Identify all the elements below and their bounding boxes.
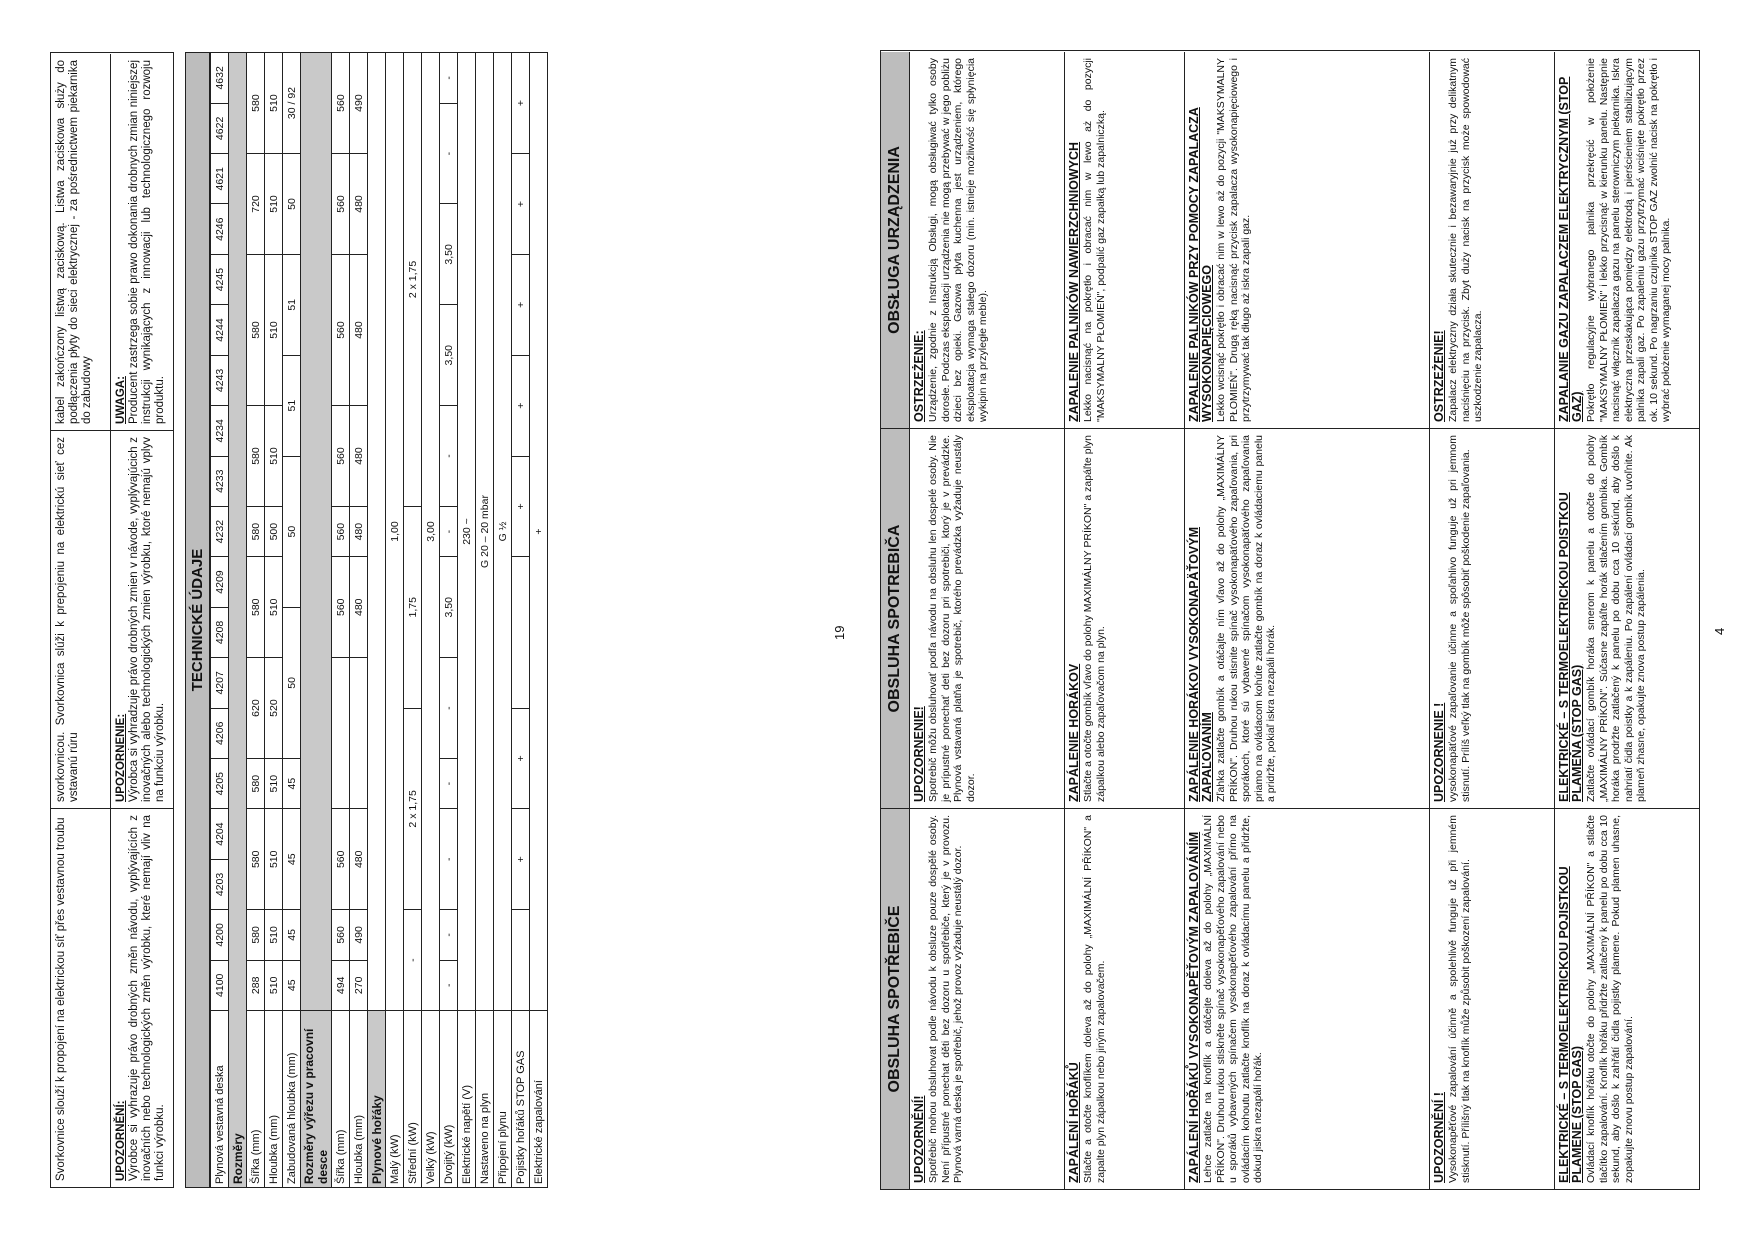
table-row — [211, 53, 229, 1188]
model-cell: 4209 — [211, 557, 229, 607]
cell: 560 — [332, 254, 350, 405]
cell: 560 — [332, 406, 350, 507]
cell: 580 — [247, 809, 265, 910]
intro-pl-note-title: UWAGA: — [115, 376, 127, 424]
intro-sk-note — [111, 431, 171, 808]
cell: 50 — [283, 154, 301, 255]
pl-h: ZAPALENIE PALNIKÓW PRZY POMOCY ZAPALACZA WYSOKONAPIĘCIOWEGO — [1187, 107, 1214, 422]
model-cell: 4200 — [211, 910, 229, 960]
cell: 490 — [350, 910, 368, 960]
cell: + — [530, 53, 548, 1011]
cell: 560 — [332, 557, 350, 658]
cell — [368, 53, 386, 1011]
cell: 480 — [350, 406, 368, 507]
col-sk-title: OBSLUHA SPOTREBIČA — [881, 429, 910, 808]
cell: + — [512, 456, 530, 557]
table-row — [368, 53, 386, 1188]
cell: 580 — [247, 53, 265, 154]
row-label: Hloubka (mm) — [265, 1011, 283, 1188]
cell: 620 — [247, 658, 265, 759]
cz-section — [1065, 809, 1185, 1189]
sk-h: UPOZORNENIE! — [912, 706, 926, 802]
row-label: Pojistky hořáků STOP GAS — [512, 1011, 530, 1188]
cell: - — [404, 910, 422, 1011]
table-row — [476, 53, 494, 1188]
cell: 2 x 1,75 — [404, 708, 422, 910]
sk-section — [1185, 429, 1430, 808]
model-cell: 4621 — [211, 154, 229, 204]
cell: 560 — [332, 506, 350, 556]
cz-t: Stlačte a otočte knoflíkem doleva až do polohy „MAXIMÁLNÍ PŘÍKON" a zapalte plyn zápalkou nebo jiným zapalovačem. — [1082, 815, 1107, 1183]
cz-section — [910, 809, 1065, 1189]
cell: 3,50 — [440, 204, 458, 305]
spec-table — [210, 52, 548, 1188]
model-cell: 4233 — [211, 456, 229, 506]
cell: 580 — [247, 758, 265, 808]
cell: 560 — [332, 53, 350, 154]
cell — [332, 658, 350, 809]
cell: 50 — [283, 456, 301, 607]
cell: 510 — [265, 557, 283, 658]
row-label: Dvojitý (kW) — [440, 1011, 458, 1188]
intro-pl-note-text: Producent zastrzega sobie prawo dokonania drobnych zmian niniejszej instrukcji wynikających z innowacji lub technologicznego rozwoju produktu. — [128, 60, 166, 424]
cell: 270 — [350, 960, 368, 1010]
cell: 580 — [247, 506, 265, 556]
cz-section — [1185, 809, 1430, 1189]
intro-pl-text: kabel zakończony listwą zaciskową. Listwa zaciskowa służy do podłączenia płyty do sieci elektrycznej - za pośrednictwem piekarnika do zabudowy — [51, 54, 111, 430]
pl-t: Lekko wcisnąć pokrętło i obracać nim w lewo aż do pozycji "MAKSYMALNY PŁOMIEŃ". Drugą ręką nacisnąć przycisk zapalacza wysokonapięciowego i przytrzymywać tak długo aż iskra zapali gaz. — [1215, 58, 1252, 422]
model-cell: 4205 — [211, 758, 229, 808]
table-row — [530, 53, 548, 1188]
sk-section — [910, 429, 1065, 808]
intro-sk-note-text: Výrobca si vyhradzuje právo drobných zmien v návode, vyplývajúcich z inovačných alebo technologických zmien výrobku, ktoré nemajú vplyv na funkciu výrobku. — [128, 437, 166, 802]
model-cell: 4207 — [211, 658, 229, 708]
row-label: Připojení plynu — [494, 1011, 512, 1188]
col-cz — [881, 809, 1699, 1189]
cell: 480 — [350, 809, 368, 910]
sk-section — [1430, 429, 1555, 808]
model-cell: 4100 — [211, 960, 229, 1010]
model-cell: 4234 — [211, 406, 229, 456]
cell: 560 — [332, 154, 350, 255]
cell: 510 — [265, 910, 283, 960]
cell: 230 ~ — [458, 53, 476, 1011]
pl-section — [1430, 52, 1555, 428]
cell: G ½ — [494, 53, 512, 1011]
table-row — [301, 53, 332, 1188]
cell: 1,00 — [386, 53, 404, 1011]
col-pl — [881, 52, 1699, 429]
cz-h: UPOZORNĚNÍ! — [912, 1095, 926, 1183]
cell: - — [440, 103, 458, 204]
row-label: Střední (kW) — [404, 1011, 422, 1188]
pl-section — [1065, 52, 1185, 428]
table-row — [332, 53, 350, 1188]
cell: 580 — [247, 254, 265, 405]
cz-t: Spotřebič mohou obsluhovat podle návodu k obsluze pouze dospělé osoby. Není přípustné ponechat děti bez dozoru u spotřebiče, který je v provozu. Plynová varná deska je spotřebič, jehož provoz vyžaduje neustálý dozor. — [927, 815, 964, 1183]
table-row — [494, 53, 512, 1188]
sk-t: Zatlačte ovládací gombík horáka smerom k panelu a otočte do polohy „MAXIMÁLNY PRÍKON". Súčasne zapáľte horák stlačením gombíka. Gombík horáka prodržte zatlačený k panelu po dobu cca 10 sekúnd, aby došlo k nahriatí čidla poistky a k zapáleniu. Po zapálení ovládací gombík uvoľnite. Ak plameň zhasne, opakujte znova postup zapálenia. — [1585, 435, 1647, 802]
cell: 50 — [283, 607, 301, 758]
pl-t: Urządzenie, zgodnie z Instrukcją Obsługi, mogą obsługiwać tylko osoby dorosłe. Podczas eksploatacji urządzenia nie mogą przebywać w jego pobliżu dzieci bez opieki. Gazowa płyta kuchenna jest urządzeniem, którego eksploatacja wymaga stałego dozoru (min. istnieje możliwość się spłynięcia wykipin na przyległe meble). — [927, 58, 989, 422]
cell: 45 — [283, 758, 301, 808]
cell: 1,75 — [404, 506, 422, 708]
cell: 2 x 1,75 — [404, 53, 422, 507]
pl-h: OSTRZEŻENIE: — [912, 330, 926, 422]
sk-section — [1555, 429, 1652, 808]
intro-pl-note — [111, 54, 171, 430]
model-cell: 4204 — [211, 809, 229, 859]
intro-block — [50, 52, 174, 1188]
spec-table-wrap — [185, 52, 548, 1188]
cell: 510 — [265, 809, 283, 910]
model-cell: 4203 — [211, 859, 229, 909]
cz-section — [1430, 809, 1555, 1189]
group-rozmery: Rozměry — [229, 53, 247, 1188]
sk-h: ZAPÁLENIE HORÁKOV — [1067, 663, 1081, 802]
group-horaky: Plynové hořáky — [368, 1011, 386, 1188]
cell: 480 — [350, 254, 368, 405]
cell: - — [440, 406, 458, 507]
sk-h: ELEKTRICKÉ – S TERMOELEKTRICKOU POISTKOU PLAMEŇA (STOP GAS) — [1557, 492, 1584, 802]
sk-t: Zľahka zatlačte gombík a otáčajte ním vľavo až do polohy „MAXIMÁLNY PRÍKON". Druhou rukou stisnite spínač vysokonapäťového zapaľovania, pri sporákoch, ktoré sú vybavené spínačom vysokonapäťového zapaľovania priamo na ovládacom kohúte zatlačte gombík na doraz k ovládaciemu panelu a pridržte, pokiaľ iskra nezapáli horák. — [1215, 435, 1277, 802]
cell: - — [440, 506, 458, 556]
cell: + — [512, 355, 530, 456]
pl-section — [1555, 52, 1677, 428]
pl-t: Pokrętło regulacyjne wybranego palnika przekręcić w położenie "MAKSYMALNY PŁOMIEŃ" i lekko przycisnąć w kierunku panelu. Następnie nacisnąć włącznik zapalacza gazu na panelu sterowniczym piekarnika. Iskra elektryczna przeskakująca pomiędzy elektrodą i pierścieniem stabilizującym palnika zapali gaz. Po zapaleniu gazu przytrzymać wciśnięte pokrętło przez ok. 10 sekund. Po nagrzaniu czujnika STOP GAZ zwolnić nacisk na pokrętło i wybrać położenie wymaganej mocy palnika. — [1585, 58, 1672, 422]
pl-h: ZAPALENIE PALNIKÓW NAWIERZCHNIOWYCH — [1067, 141, 1081, 422]
cell: 500 — [265, 506, 283, 556]
table-row — [229, 53, 247, 1188]
cell: G 20 – 20 mbar — [476, 53, 494, 1011]
cz-h: UPOZORNĚNÍ ! — [1432, 1092, 1446, 1183]
table-row — [350, 53, 368, 1188]
col-pl-title: OBSŁUGA URZĄDZENIA — [881, 52, 910, 428]
cell: 510 — [265, 154, 283, 255]
cz-t: Vysokonapěťové zapalování účinně a spolehlivě funguje už při jemném stisknutí. Přílišný tlak na knoflík může způsobit poškození zapalování. — [1447, 815, 1472, 1183]
cell: 45 — [283, 809, 301, 910]
cz-h: ZAPÁLENÍ HOŘÁKŮ — [1067, 1062, 1081, 1183]
cell: - — [440, 910, 458, 960]
cell: 560 — [332, 809, 350, 910]
row-label: Nastaveno na plyn — [476, 1011, 494, 1188]
row-label: Hloubka (mm) — [350, 1011, 368, 1188]
table-row — [283, 53, 301, 1188]
cell: - — [440, 960, 458, 1010]
group-vyrez: Rozměry výřezu v pracovní desce — [301, 1011, 332, 1188]
intro-cz-note-text: Výrobce si vyhrazuje právo drobných změn návodu, vyplývajících z inovačních nebo technologických změn výrobku, které nemají vliv na funkci výrobku. — [128, 815, 166, 1181]
model-cell: 4208 — [211, 607, 229, 657]
cz-h: ZAPÁLENÍ HOŘÁKŮ VYSOKONAPĚŤOVÝM ZAPALOVÁNÍM — [1187, 831, 1201, 1183]
cell — [512, 557, 530, 708]
row-label: Malý (kW) — [386, 1011, 404, 1188]
cell: 560 — [332, 910, 350, 960]
model-cell: 4232 — [211, 506, 229, 556]
cell: 480 — [350, 557, 368, 658]
pl-section — [1185, 52, 1430, 428]
cell: 580 — [247, 910, 265, 960]
row-label: Elektrické zapalování — [530, 1011, 548, 1188]
cz-h: ELEKTRICKÉ – S TERMOELEKTRICKOU POJISTKOU PLAMENE (STOP GAS) — [1557, 866, 1584, 1183]
spec-header-label: Plynová vestavná deska — [211, 1011, 229, 1188]
cell: 510 — [265, 53, 283, 154]
cell: 45 — [283, 960, 301, 1010]
cell: 510 — [265, 254, 283, 405]
table-row — [440, 53, 458, 1188]
intro-cz-note — [111, 809, 171, 1187]
pl-section — [910, 52, 1065, 428]
table-row — [265, 53, 283, 1188]
cell: 288 — [247, 960, 265, 1010]
cell — [350, 658, 368, 809]
sk-t: vysokonapäťové zapaľovanie účinne a spoľahlivo funguje už pri jemnom stisnutí. Prílíš veľký tlak na gombík môže spôsobiť poškodenie zapaľovania. — [1447, 435, 1472, 802]
cell: 51 — [283, 355, 301, 456]
pl-h: OSTRZEŻENIE! — [1432, 330, 1446, 422]
row-label: Zabudovaná hloubka (mm) — [283, 1011, 301, 1188]
cell: 580 — [247, 557, 265, 658]
col-sk — [881, 429, 1699, 809]
sk-section — [1065, 429, 1185, 808]
pl-t: Lekko nacisnąć na pokrętło i obracać nim w lewo aż do pozycji "MAKSYMALNY PŁOMIEŃ", podpalić gaz zapałką lub zapalniczką. — [1082, 58, 1107, 422]
intro-cz-note-title: UPOZORNĚNÍ: — [115, 1100, 127, 1181]
row-label: Velký (kW) — [422, 1011, 440, 1188]
intro-cz-text: Svorkovnice slouží k propojení na elektrickou síť přes vestavnou troubu — [51, 809, 111, 1187]
cell: 3,50 — [440, 305, 458, 406]
cell: 510 — [265, 960, 283, 1010]
cell: 490 — [350, 53, 368, 154]
cell: 480 — [350, 506, 368, 556]
pl-h: ZAPALANIE GAZU ZAPALACZEM ELEKTRYCZNYM (STOP GAZ) — [1557, 76, 1584, 422]
sk-t: Spotrebič môžu obsluhovať podľa návodu na obsluhu len dospelé osoby. Nie je prípustné ponechať deti bez dozoru pri spotrebiči, ktorý je v prevádzke. Plynová vstavaná platňa je spotrebič, ktorého prevádzka vyžaduje neustály dozor. — [927, 435, 977, 802]
model-cell: 4206 — [211, 708, 229, 758]
cz-t: Ovládací knoflík hořáku otočte do polohy „MAXIMÁLNÍ PŘÍKON" a stlačte tlačítko zapalování. Knoflík hořáku přidržte zatlačený k panelu po dobu cca 10 sekund, aby došlo k zahřátí čidla pojistky plamene. Pokud plamen uhasne, zopakujte znovu postup zapalování. — [1585, 815, 1635, 1183]
intro-col-cz — [51, 809, 173, 1187]
cell: 520 — [265, 658, 283, 759]
intro-sk-note-title: UPOZORNENIE: — [115, 713, 127, 802]
cell: 510 — [265, 406, 283, 507]
cell: - — [440, 53, 458, 104]
page-number-right: 4 — [1712, 627, 1727, 635]
col-cz-title: OBSLUHA SPOTŘEBIČE — [881, 809, 910, 1189]
cell: + — [512, 708, 530, 809]
row-label: Elektrické napětí (V) — [458, 1011, 476, 1188]
page-number-left: 19 — [832, 625, 847, 640]
cell: - — [440, 658, 458, 759]
model-cell: 4246 — [211, 204, 229, 254]
operation-block — [880, 50, 1700, 1190]
model-cell: 4244 — [211, 305, 229, 355]
spec-title: TECHNICKÉ ÚDAJE — [185, 52, 210, 1188]
cell: + — [512, 154, 530, 255]
cell: + — [512, 809, 530, 910]
intro-col-sk — [51, 431, 173, 809]
cell — [512, 910, 530, 1011]
row-label: Šířka (mm) — [332, 1011, 350, 1188]
cell: + — [512, 53, 530, 154]
sk-t: Stlačte a otočte gombík vľavo do polohy MAXIMÁLNY PRÍKON" a zapáľte plyn zápalkou alebo zapaľovačom na plyn. — [1082, 435, 1107, 802]
cell: - — [440, 809, 458, 910]
table-row — [404, 53, 422, 1188]
cell: + — [512, 254, 530, 355]
table-row — [386, 53, 404, 1188]
table-row — [247, 53, 265, 1188]
cell: 30 / 92 — [283, 53, 301, 154]
cell: 51 — [283, 254, 301, 355]
cell: 494 — [332, 960, 350, 1010]
model-cell: 4243 — [211, 355, 229, 405]
cz-section — [1555, 809, 1639, 1189]
cz-t: Lehce zatlačte na knoflík a otáčejte doleva až do polohy „MAXIMÁLNÍ PŘÍKON". Druhou rukou stiskněte spínač vysokonapěťového zapalování nebo u sporáků vybavených spínačem vysokonapěťového zapalování přímo na ovládacím kohoutu zatlačte knoflík na doraz k ovládacímu panelu a přidržte, dokud jiskra nezapálí hořák. — [1202, 815, 1264, 1183]
model-cell: 4245 — [211, 254, 229, 304]
sk-h: UPOZORNENIE ! — [1432, 702, 1446, 802]
cell: 45 — [283, 910, 301, 960]
cell: 3,50 — [440, 557, 458, 658]
sk-h: ZAPÁLENIE HORÁKOV VYSOKONAPÄŤOVÝM ZAPAĽOVANÍM — [1187, 526, 1214, 802]
cell: 480 — [350, 154, 368, 255]
table-row — [422, 53, 440, 1188]
table-row — [458, 53, 476, 1188]
cell: - — [440, 758, 458, 808]
cell: 3,00 — [422, 53, 440, 1011]
model-cell: 4632 — [211, 53, 229, 104]
cell: 510 — [265, 758, 283, 808]
table-row — [512, 53, 530, 1188]
model-cell: 4622 — [211, 103, 229, 153]
row-label: Šířka (mm) — [247, 1011, 265, 1188]
cell — [301, 53, 332, 1011]
intro-sk-text: svorkovnicou. Svorkovnica slúži k prepojeniu na elektrickú sieť cez vstavanú rúru — [51, 431, 111, 808]
cell: 720 — [247, 154, 265, 255]
pl-t: Zapalacz elektryczny działa skutecznie i bezawaryjnie już przy delikatnym naciśnięciu na przycisk. Zbyt duży nacisk na przycisk może spowodować uszkodzenie zapalacza. — [1447, 58, 1484, 422]
intro-col-pl — [51, 54, 173, 431]
cell: 580 — [247, 406, 265, 507]
